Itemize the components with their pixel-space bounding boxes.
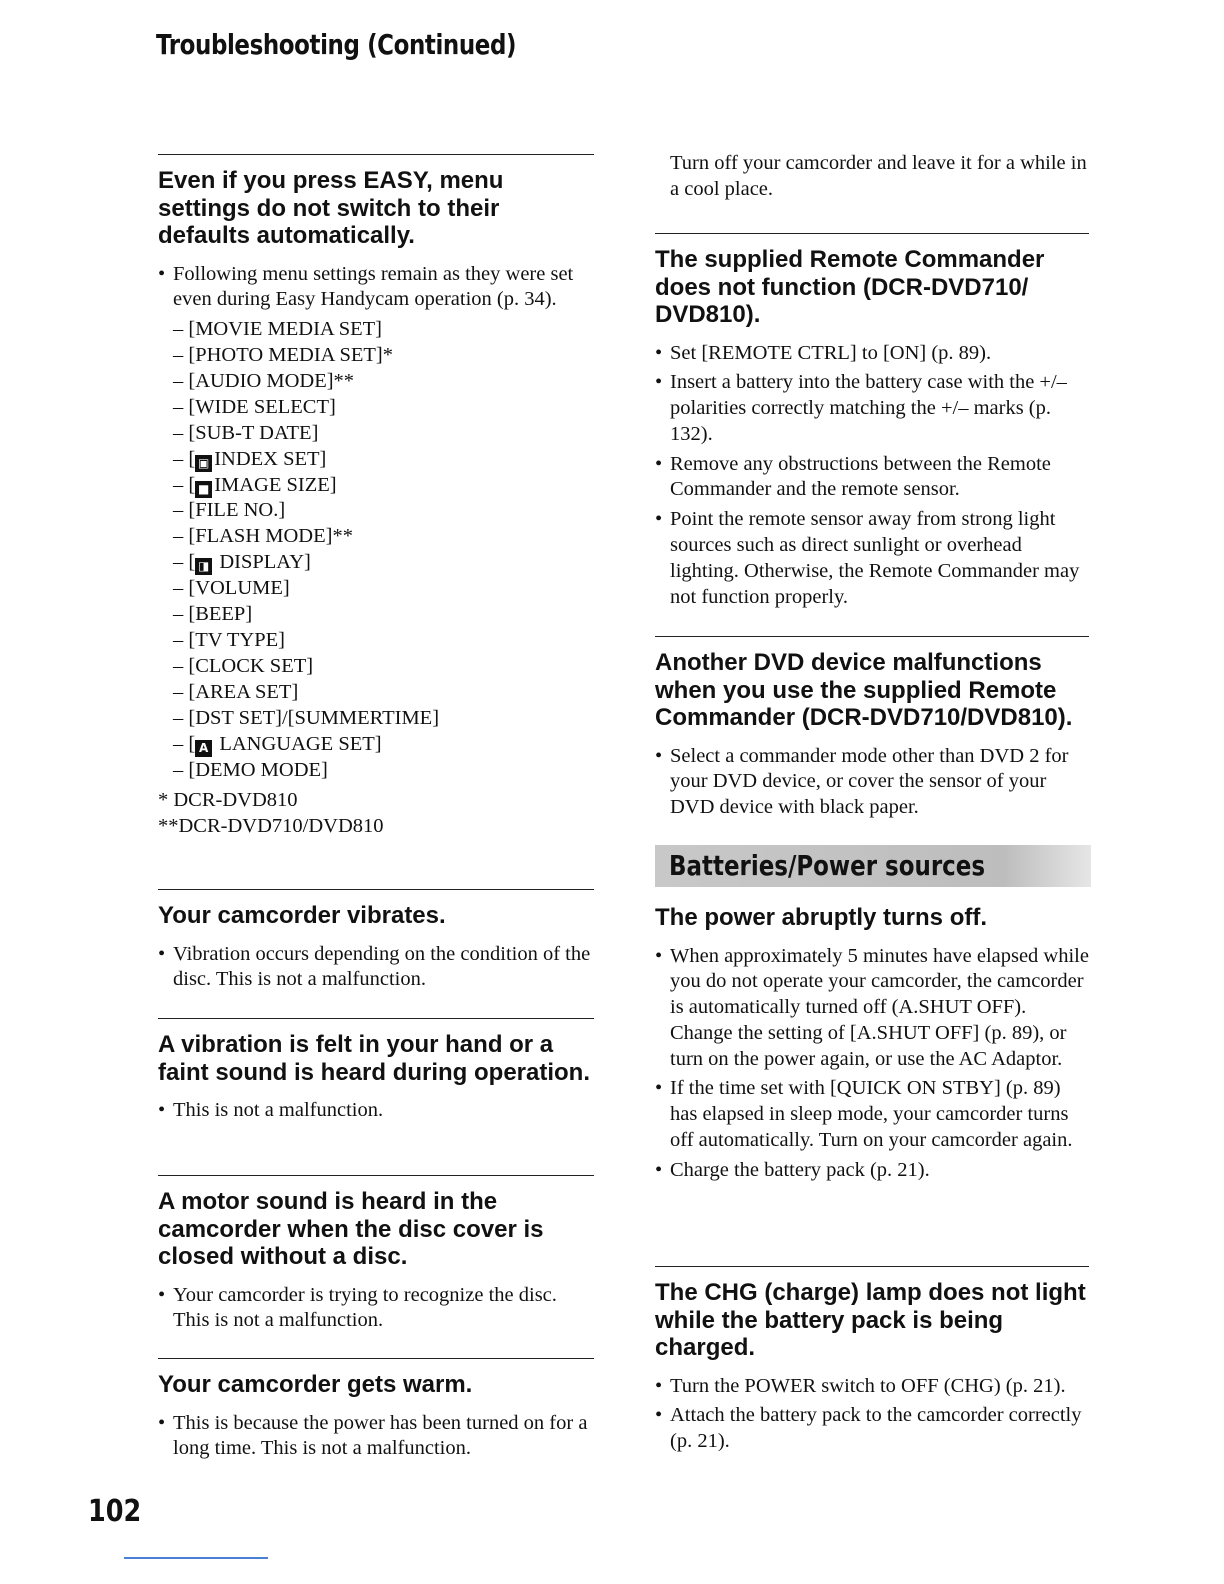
bullet-item: • Point the remote sensor away from strong light sources such as direct sunlight or overhead lighting. Otherwise, the Remote Commander may not function properly. bbox=[655, 508, 1080, 608]
section-divider bbox=[158, 1018, 594, 1019]
section-banner bbox=[655, 845, 1091, 887]
section-motor-sound bbox=[158, 1175, 594, 1338]
list-item: – [FLASH MODE]** bbox=[173, 525, 353, 548]
list-item: – [SUB-T DATE] bbox=[173, 421, 319, 444]
section-divider bbox=[655, 636, 1089, 637]
section-title: A motor sound is heard in the camcorder when the disc cover is closed without a disc. bbox=[158, 1188, 544, 1270]
bullet-list bbox=[158, 1411, 594, 1463]
section-remote bbox=[655, 233, 1089, 614]
section-gets-warm bbox=[158, 1358, 594, 1466]
page-header-title: Troubleshooting (Continued) bbox=[156, 28, 517, 61]
list-item: – [ ◨ DISPLAY] bbox=[173, 551, 311, 574]
bullet-item: • Insert a battery into the battery case with the +/– polarities correctly matching the +/– marks (p. 132). bbox=[655, 371, 1067, 445]
footnote: * DCR-DVD810 bbox=[158, 789, 298, 812]
bullet-item: • Turn the POWER switch to OFF (CHG) (p. 21). bbox=[655, 1374, 1066, 1397]
bullet-item: • If the time set with [QUICK ON STBY] (p. 89) has elapsed in sleep mode, your camcorder turns off automatically. Turn on your camcorder again. bbox=[655, 1077, 1073, 1152]
section-title: A vibration is felt in your hand or a faint sound is heard during operation. bbox=[158, 1031, 591, 1086]
bullet-item: • Attach the battery pack to the camcorder correctly (p. 21). bbox=[655, 1404, 1082, 1453]
section-divider bbox=[158, 154, 594, 155]
bullet-list bbox=[655, 341, 1089, 611]
section-title: The power abruptly turns off. bbox=[655, 904, 988, 931]
bullet-item: • Vibration occurs depending on the condition of the disc. This is not a malfunction. bbox=[158, 942, 591, 991]
bullet-list bbox=[158, 1283, 594, 1335]
section-divider bbox=[158, 1175, 594, 1176]
section-title: The CHG (charge) lamp does not light while the battery pack is being charged. bbox=[655, 1279, 1086, 1361]
list-item: – [BEEP] bbox=[173, 603, 253, 626]
section-title: Even if you press EASY, menu settings do not switch to their defaults automatically. bbox=[158, 167, 504, 249]
bottom-accent-line bbox=[124, 1557, 268, 1559]
section-vibration-felt bbox=[158, 1018, 594, 1128]
bullet-item: • Your camcorder is trying to recognize the disc. This is not a malfunction. bbox=[158, 1283, 557, 1332]
footnote: **DCR-DVD710/DVD810 bbox=[158, 815, 384, 838]
bullet-list bbox=[158, 262, 594, 314]
bullet-list bbox=[655, 744, 1089, 821]
bullet-item: • Remove any obstructions between the Remote Commander and the remote sensor. bbox=[655, 452, 1051, 501]
bullet-item: • When approximately 5 minutes have elapsed while you do not operate your camcorder, the camcorder is automatically turned off (A.SHUT OFF). Change the setting of [A.SHUT OFF] (p. 89), or turn on the power again, or use the AC Adaptor. bbox=[655, 944, 1089, 1070]
bullet-item: • Following menu settings remain as they were set even during Easy Handycam operation (p. 34). bbox=[158, 262, 574, 311]
section-divider bbox=[158, 1358, 594, 1359]
page-number: 102 bbox=[88, 1494, 142, 1529]
image-size-icon: ■ bbox=[195, 481, 212, 498]
section-another-dvd bbox=[655, 636, 1089, 825]
list-item: – [ ▣ INDEX SET] bbox=[173, 447, 327, 470]
banner-title: Batteries/Power sources bbox=[669, 849, 985, 882]
menu-settings-list bbox=[158, 317, 594, 783]
section-divider bbox=[655, 1266, 1089, 1267]
section-title: Another DVD device malfunctions when you use the supplied Remote Commander (DCR-DVD710/DVD810). bbox=[655, 649, 1073, 731]
list-item: – [PHOTO MEDIA SET]* bbox=[173, 344, 393, 366]
list-item: – [FILE NO.] bbox=[173, 499, 286, 522]
section-title: Your camcorder vibrates. bbox=[158, 902, 446, 929]
bullet-list bbox=[158, 942, 594, 994]
section-vibrates bbox=[158, 889, 594, 997]
bullet-list bbox=[158, 1098, 594, 1124]
bullet-list bbox=[655, 944, 1089, 1184]
list-item: – [ A LANGUAGE SET] bbox=[173, 732, 382, 755]
list-item: – [AREA SET] bbox=[173, 680, 299, 703]
section-easy bbox=[158, 154, 594, 839]
bullet-item: • Set [REMOTE CTRL] to [ON] (p. 89). bbox=[655, 341, 992, 364]
list-item: – [VOLUME] bbox=[173, 577, 290, 600]
bullet-item: • Select a commander mode other than DVD 2 for your DVD device, or cover the sensor of your DVD device with black paper. bbox=[655, 744, 1069, 819]
list-item: – [AUDIO MODE]** bbox=[173, 369, 355, 392]
bullet-item: • Charge the battery pack (p. 21). bbox=[655, 1158, 930, 1181]
section-divider bbox=[158, 889, 594, 890]
continued-text bbox=[655, 150, 1089, 202]
list-item: – [DST SET]/[SUMMERTIME] bbox=[173, 706, 440, 729]
bullet-item: • This is not a malfunction. bbox=[158, 1099, 384, 1121]
list-item: – [MOVIE MEDIA SET] bbox=[173, 318, 382, 341]
section-divider bbox=[655, 233, 1089, 234]
section-title: Your camcorder gets warm. bbox=[158, 1371, 473, 1398]
continued-paragraph: Turn off your camcorder and leave it for a while in a cool place. bbox=[670, 152, 1087, 200]
bullet-item: • This is because the power has been turned on for a long time. This is not a malfunction. bbox=[158, 1411, 588, 1460]
language-icon: A bbox=[195, 740, 212, 757]
display-icon: ◨ bbox=[195, 558, 212, 575]
section-power-off bbox=[655, 896, 1089, 1188]
index-set-icon: ▣ bbox=[195, 455, 212, 472]
section-title: The supplied Remote Commander does not function (DCR-DVD710/ DVD810). bbox=[655, 246, 1045, 328]
list-item: – [ ■ IMAGE SIZE] bbox=[173, 473, 337, 496]
list-item: – [DEMO MODE] bbox=[173, 758, 328, 781]
section-chg-lamp bbox=[655, 1266, 1089, 1459]
list-item: – [WIDE SELECT] bbox=[173, 395, 336, 418]
bullet-list bbox=[655, 1374, 1089, 1455]
list-item: – [TV TYPE] bbox=[173, 628, 285, 651]
list-item: – [CLOCK SET] bbox=[173, 654, 314, 677]
